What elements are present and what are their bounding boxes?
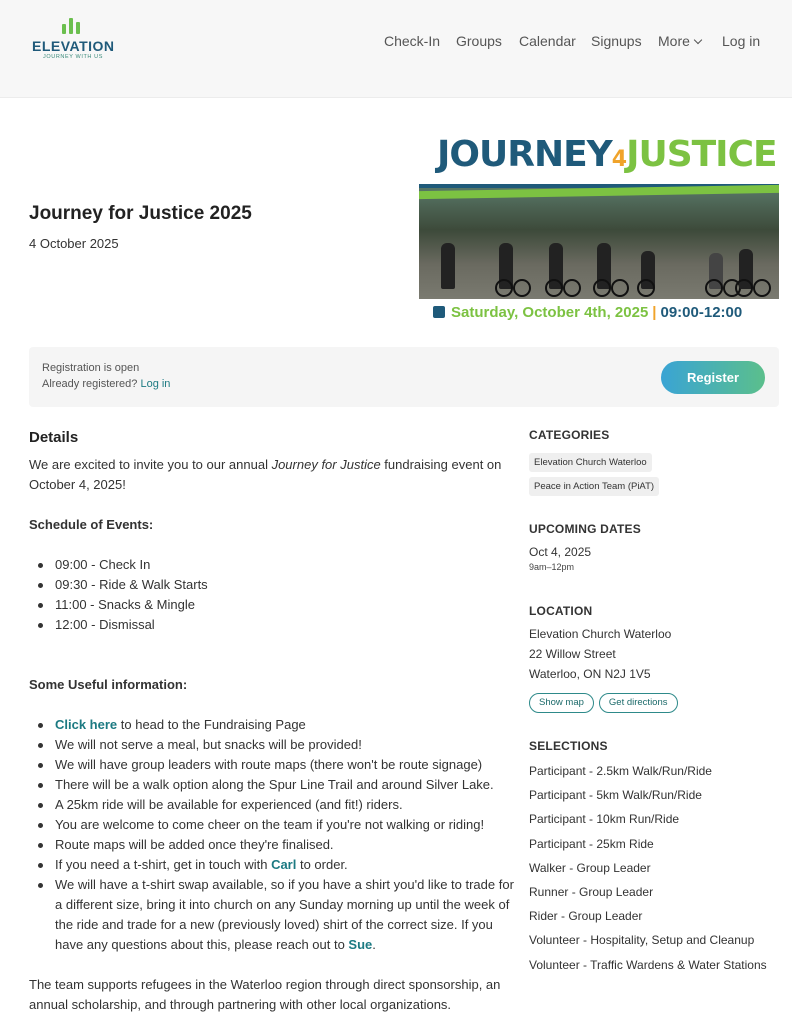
details-intro: [29, 455, 509, 495]
list-item: [55, 715, 515, 735]
banner-time: 09:00-12:00: [660, 304, 743, 321]
banner-title-four: 4: [611, 147, 627, 172]
registration-login-link[interactable]: Log in: [140, 378, 171, 390]
tshirt-post: to order.: [296, 857, 348, 872]
fundraising-link[interactable]: Click here: [55, 717, 118, 732]
banner-title-journey: JOURNEY: [437, 134, 612, 175]
nav-signups[interactable]: Signups: [591, 33, 642, 49]
nav-groups[interactable]: Groups: [456, 33, 502, 49]
selection-item[interactable]: Participant - 25km Ride: [529, 836, 654, 851]
nav-calendar[interactable]: Calendar: [519, 33, 576, 49]
useful-info-list: [55, 715, 515, 955]
banner-separator: |: [652, 304, 657, 321]
selection-item[interactable]: Walker - Group Leader: [529, 860, 651, 875]
intro-post: fundraising event on October 4, 2025!: [29, 457, 502, 492]
nav-check-in[interactable]: Check-In: [384, 33, 441, 49]
sue-contact-link[interactable]: Sue: [348, 937, 373, 952]
list-item: 09:30 - Ride & Walk Starts: [55, 575, 515, 595]
carl-contact-link[interactable]: Carl: [271, 857, 297, 872]
nav-login[interactable]: Log in: [722, 33, 761, 49]
sidebar-upcoming: [529, 522, 779, 572]
upcoming-heading: UPCOMING DATES: [529, 522, 641, 536]
closing-paragraph: The team supports refugees in the Waterloo region through direct sponsorship, an annual scholarship, and through partnering with other local organizations.: [29, 977, 501, 1012]
upcoming-time: 9am–12pm: [529, 562, 575, 572]
upcoming-date: Oct 4, 2025: [529, 545, 592, 559]
banner-photo: [419, 184, 779, 299]
list-item: 09:00 - Check In: [55, 555, 515, 575]
selection-item[interactable]: Participant - 2.5km Walk/Run/Ride: [529, 764, 712, 778]
useful-info-heading: Some Useful information:: [29, 677, 188, 692]
already-registered-label: Already registered?: [42, 378, 138, 390]
intro-pre: We are excited to invite you to our annual: [29, 457, 272, 472]
sidebar-location: [529, 604, 779, 713]
selection-item[interactable]: Participant - 10km Run/Ride: [529, 812, 680, 827]
schedule-heading: Schedule of Events:: [29, 517, 154, 532]
schedule-list: [55, 555, 515, 635]
swap-pre: We will have a t-shirt swap available, so if you have a shirt you'd like to trade for a different size, bring it into church on any Sunday morning up until the week of the ride and trade for a new (previously loved) shirt of the correct size. If you have any questions about this, please reach out to: [55, 877, 514, 952]
selection-item[interactable]: Volunteer - Traffic Wardens & Water Stations: [529, 957, 767, 972]
event-date: 4 October 2025: [29, 236, 119, 251]
selection-item[interactable]: Runner - Group Leader: [529, 885, 654, 900]
top-header: [0, 0, 792, 98]
logo-bars-icon: [60, 18, 82, 34]
location-line: Waterloo, ON N2J 1V5: [529, 667, 651, 681]
list-item: Route maps will be added once they're finalised.: [55, 835, 515, 855]
banner-date-line: [433, 304, 742, 321]
event-title: Journey for Justice 2025: [29, 203, 252, 224]
list-item: There will be a walk option along the Spur Line Trail and around Silver Lake.: [55, 775, 515, 795]
banner-title: [437, 134, 777, 175]
banner-date: Saturday, October 4th, 2025: [451, 304, 649, 321]
get-directions-button[interactable]: Get directions: [599, 693, 678, 713]
elevation-logo[interactable]: [32, 18, 114, 64]
nav-more-label: More: [658, 33, 690, 49]
location-line: 22 Willow Street: [529, 647, 616, 661]
swap-post: .: [372, 937, 376, 952]
fundraising-text: to head to the Fundraising Page: [117, 717, 306, 732]
already-registered: [42, 378, 170, 390]
nav-more[interactable]: [658, 33, 701, 49]
location-heading: LOCATION: [529, 604, 593, 618]
registration-box: [29, 347, 779, 407]
tshirt-pre: If you need a t-shirt, get in touch with: [55, 857, 272, 872]
list-item: [55, 855, 515, 875]
banner-title-justice: JUSTICE: [626, 134, 777, 175]
category-chip[interactable]: Elevation Church Waterloo: [529, 453, 652, 472]
list-item: We will have group leaders with route maps (there won't be route signage): [55, 755, 515, 775]
register-button[interactable]: Register: [661, 361, 765, 394]
intro-event-name: Journey for Justice: [271, 457, 381, 472]
sidebar-categories: [529, 428, 779, 500]
event-banner: [419, 128, 779, 328]
bike-icon: [433, 306, 445, 318]
selection-item[interactable]: Rider - Group Leader: [529, 909, 643, 924]
list-item: We will not serve a meal, but snacks will be provided!: [55, 735, 515, 755]
list-item: A 25km ride will be available for experienced (and fit!) riders.: [55, 795, 515, 815]
list-item: You are welcome to come cheer on the team if you're not walking or riding!: [55, 815, 515, 835]
sidebar-selections: [529, 739, 779, 977]
selections-heading: SELECTIONS: [529, 739, 608, 753]
categories-heading: CATEGORIES: [529, 428, 610, 442]
location-line: Elevation Church Waterloo: [529, 627, 672, 641]
registration-status: Registration is open: [42, 362, 140, 374]
selection-item[interactable]: Volunteer - Hospitality, Setup and Cleanup: [529, 933, 755, 948]
show-map-button[interactable]: Show map: [529, 693, 594, 713]
list-item: 12:00 - Dismissal: [55, 615, 515, 635]
selection-item[interactable]: Participant - 5km Walk/Run/Ride: [529, 788, 702, 803]
logo-word: ELEVATION: [32, 38, 115, 54]
category-chip[interactable]: Peace in Action Team (PiAT): [529, 477, 659, 496]
list-item: 11:00 - Snacks & Mingle: [55, 595, 515, 615]
list-item: [55, 875, 515, 955]
logo-tagline: JOURNEY WITH US: [43, 54, 103, 60]
chevron-down-icon: [694, 36, 702, 44]
details-heading: Details: [29, 429, 79, 446]
